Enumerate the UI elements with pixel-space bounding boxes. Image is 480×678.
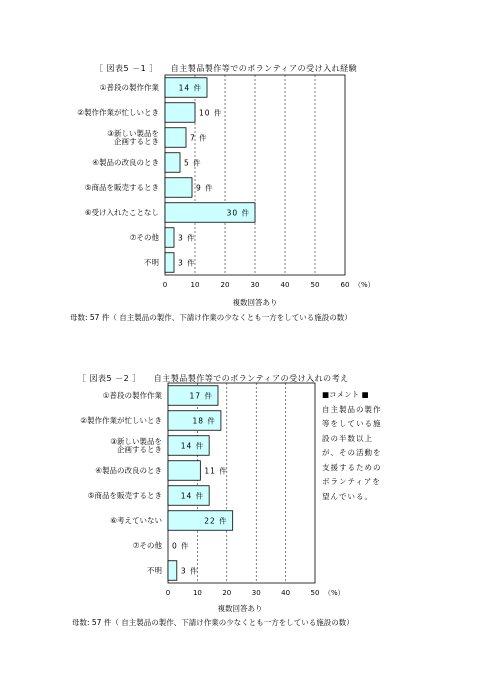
- chart1-data-label: 7 件: [190, 133, 208, 143]
- chart1-category-label: ②製作作業が忙しいとき: [77, 107, 159, 117]
- chart1-data-label: 10 件: [199, 108, 223, 118]
- chart1-tick-label: 50: [310, 281, 320, 289]
- chart1-tick-label: 60: [340, 281, 350, 289]
- comment-body: 自主製品の製作等をしている施設の半数以上が、その活動を支援するためのボランティアを望んでいる。: [322, 404, 382, 501]
- chart1-caption: 母数: 57 件（ 自主製品の製作、下請け作業の少なくとも一方をしている施設の数）: [70, 313, 352, 322]
- chart2-category-label: ②製作作業が忙しいとき: [80, 415, 162, 425]
- chart1-category-label: ⑦その他: [129, 232, 159, 242]
- chart1-data-label: 3 件: [178, 233, 196, 243]
- chart2-title: ［ 図表5 －2 ］ 自主製品製作等でのボランティアの受け入れの考え: [78, 374, 349, 383]
- chart1-category-label: 不明: [144, 257, 159, 267]
- chart2-tick-label: 20: [222, 589, 232, 597]
- chart2-category-label: ⑦その他: [132, 540, 162, 550]
- chart2-tick-label: 50: [310, 589, 320, 597]
- chart2-data-label: 0 件: [172, 541, 190, 551]
- chart1-tick-label: 30: [250, 281, 260, 289]
- chart1-data-label: 5 件: [184, 158, 202, 168]
- chart2-bar: [168, 461, 200, 481]
- chart1-data-label: 9 件: [196, 183, 214, 193]
- chart2-tick-label: 30: [251, 589, 261, 597]
- comment-header: ■コメント ■: [322, 390, 369, 399]
- chart2-data-label: 18 件: [192, 416, 216, 426]
- chart1-category-label: ④製品の改良のとき: [92, 157, 159, 167]
- chart2-data-label: 14 件: [180, 491, 205, 501]
- chart1-xlabel: 複数回答あり: [232, 298, 278, 307]
- chart2-tick-label: 10: [192, 589, 202, 597]
- chart1-category-label: ⑤商品を販売するとき: [84, 182, 159, 192]
- chart2-tick-label: 0: [165, 589, 171, 597]
- chart2-tick-label: 40: [281, 589, 291, 597]
- chart2-xlabel: 複数回答あり: [217, 604, 263, 613]
- chart2-data-label: 22 件: [204, 516, 228, 526]
- chart1-tick-label: 0: [162, 281, 168, 289]
- chart1-data-label: 30 件: [226, 208, 250, 218]
- chart1-tick-label: 20: [220, 281, 230, 289]
- chart1-tick-label: 10: [190, 281, 200, 289]
- chart1-tick-label: 40: [280, 281, 290, 289]
- chart2-bar: [168, 561, 177, 581]
- chart2-data-label: 3 件: [180, 566, 199, 576]
- chart2-caption: 母数: 57 件（ 自主製品の製作、下請け作業の少なくとも一方をしている施設の数）: [72, 618, 354, 627]
- chart2-data-label: 17 件: [189, 391, 213, 401]
- chart1-data-label: 3 件: [178, 258, 196, 268]
- chart2-category-label: ⑤商品を販売するとき: [87, 490, 162, 500]
- chart1-category-label: ①普段の製作作業: [99, 82, 159, 92]
- chart2-data-label: 14 件: [180, 441, 205, 451]
- chart1-data-label: 14 件: [178, 83, 202, 93]
- chart1-title: ［ 図表5 －1 ］ 自主製品製作等でのボランティアの受け入れ経験: [95, 64, 358, 73]
- chart2-unit-label: （%）: [324, 589, 345, 597]
- chart1-unit-label: （%）: [354, 281, 375, 289]
- chart2-category-label: 不明: [147, 565, 162, 575]
- comment-box: [322, 388, 386, 504]
- chart1-category-label: ③新しい製品を 企画するとき: [107, 128, 159, 146]
- chart1-category-label: ⑥受け入れたことなし: [84, 207, 159, 217]
- chart2-category-label: ③新しい製品を 企画するとき: [110, 436, 162, 454]
- chart2-data-label: 11 件: [204, 466, 228, 476]
- chart2-category-label: ④製品の改良のとき: [95, 465, 162, 475]
- chart2-category-label: ⑥考えていない: [110, 515, 162, 525]
- chart2-category-label: ①普段の製作作業: [102, 390, 162, 400]
